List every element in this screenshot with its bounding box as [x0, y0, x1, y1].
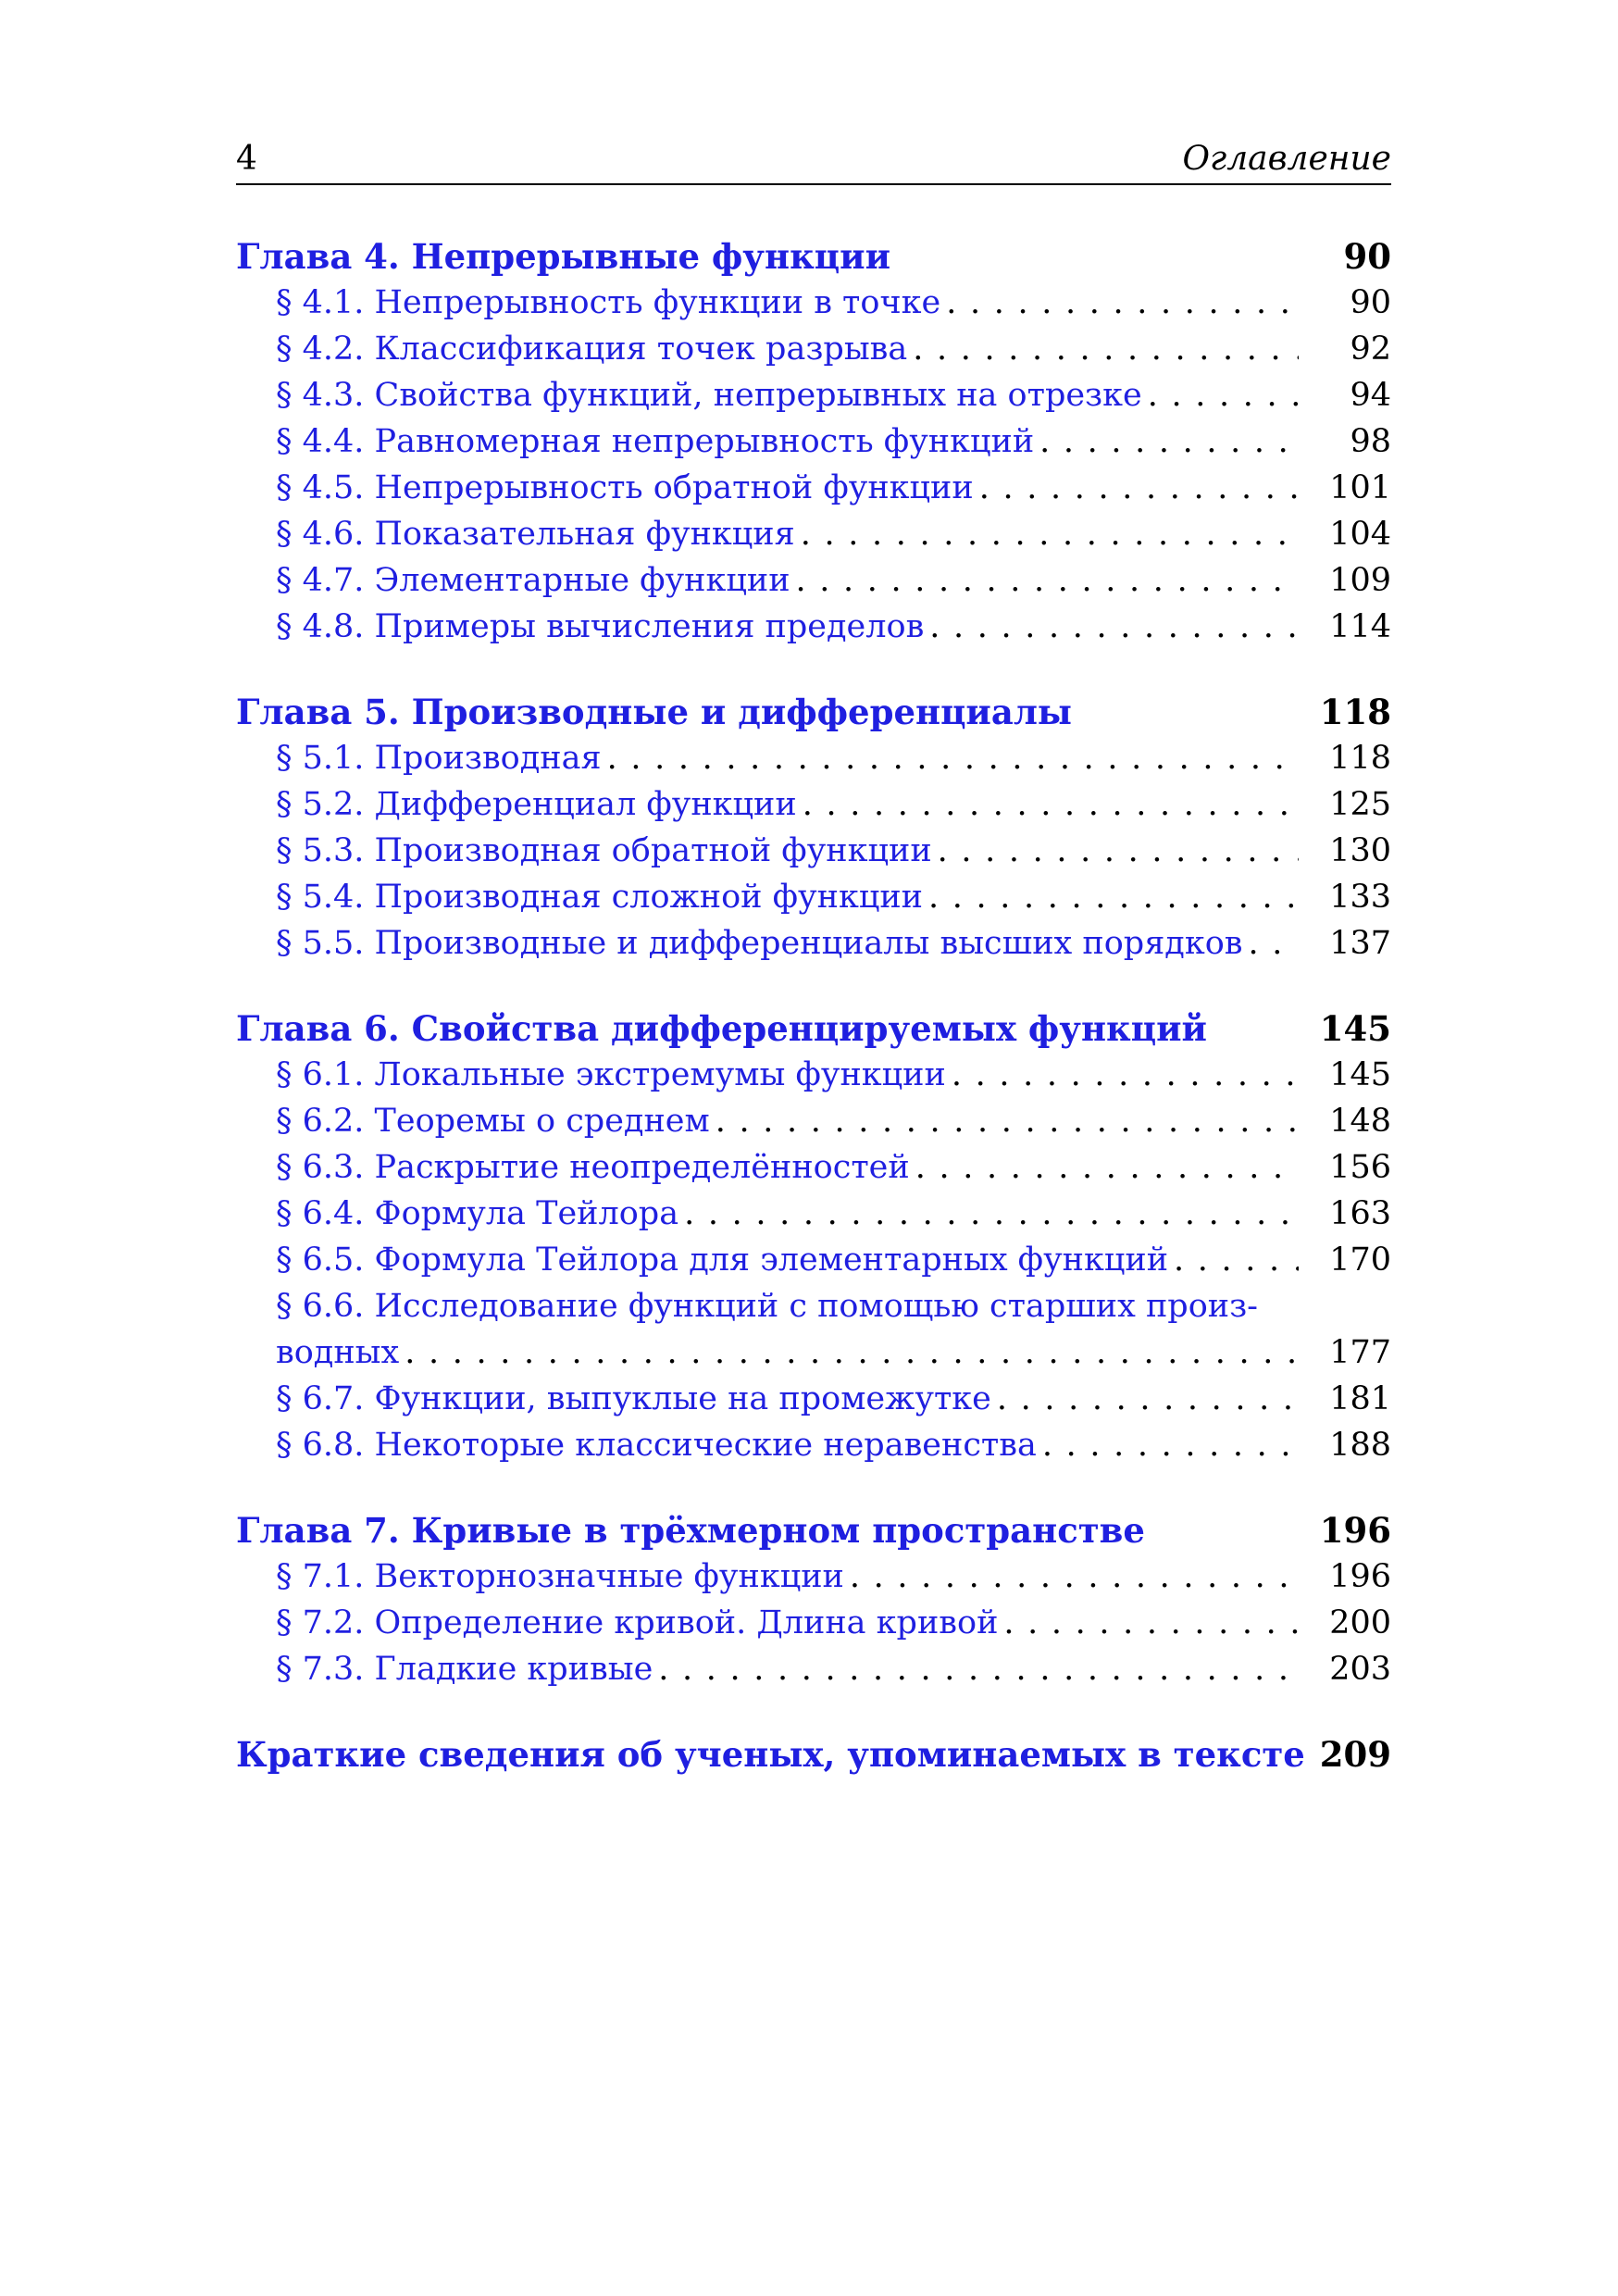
chapter-page-number: 145 [1319, 1008, 1391, 1049]
chapter-page-number: 118 [1319, 692, 1391, 732]
section-link[interactable]: § 7.2. Определение кривой. Длина кривой [276, 1604, 999, 1641]
section-page-number: 163 [1329, 1195, 1391, 1232]
section-page-number: 104 [1329, 516, 1391, 553]
toc-entry[interactable] [236, 781, 1391, 828]
chapter-heading[interactable] [236, 1507, 1391, 1554]
dot-leader [716, 1098, 1299, 1144]
toc-entry[interactable] [236, 1554, 1391, 1600]
section-link[interactable]: § 5.4. Производная сложной функции [276, 879, 923, 916]
section-page-number: 137 [1329, 925, 1391, 962]
toc-entry[interactable] [236, 280, 1391, 326]
toc-entry[interactable] [236, 372, 1391, 418]
section-link[interactable]: § 5.1. Производная [276, 740, 602, 777]
appendix [236, 1731, 1391, 1778]
section-page-number: 203 [1329, 1651, 1391, 1688]
chapter-title-link[interactable]: Глава 6. Свойства дифференцируемых функций [236, 1008, 1207, 1049]
toc-entry[interactable] [236, 511, 1391, 557]
section-link[interactable]: § 6.1. Локальные экстремумы функции [276, 1056, 946, 1093]
page-number: 4 [236, 140, 257, 178]
running-title: Оглавление [1182, 140, 1391, 178]
toc-entry[interactable] [236, 465, 1391, 511]
section-page-number: 92 [1350, 331, 1391, 368]
dot-leader [684, 1191, 1299, 1237]
section-link[interactable]: § 6.7. Функции, выпуклые на промежутке [276, 1380, 991, 1417]
section-link[interactable]: § 4.4. Равномерная непрерывность функций [276, 423, 1035, 460]
toc-entry[interactable] [236, 1237, 1391, 1283]
section-page-number: 101 [1329, 469, 1391, 506]
section-link[interactable]: § 4.2. Классификация точек разрыва [276, 331, 908, 368]
toc-entry[interactable] [236, 326, 1391, 372]
section-page-number: 114 [1329, 608, 1391, 645]
section-page-number: 118 [1329, 740, 1391, 777]
chapter-7 [236, 1507, 1391, 1692]
section-page-number: 109 [1329, 562, 1391, 599]
section-link[interactable]: § 4.1. Непрерывность функции в точке [276, 284, 941, 321]
chapter-heading[interactable] [236, 1005, 1391, 1052]
section-link[interactable]: § 5.5. Производные и дифференциалы высших порядков [276, 925, 1243, 962]
section-link-continuation[interactable]: водных [276, 1334, 400, 1371]
dot-leader [1148, 372, 1299, 418]
section-link[interactable]: § 4.6. Показательная функция [276, 516, 795, 553]
section-page-number: 94 [1350, 377, 1391, 414]
chapter-5 [236, 689, 1391, 967]
dot-leader [801, 511, 1299, 557]
chapter-title-link[interactable]: Глава 4. Непрерывные функции [236, 236, 891, 277]
toc-entry[interactable] [236, 1646, 1391, 1692]
chapter-6 [236, 1005, 1391, 1468]
section-page-number: 133 [1329, 879, 1391, 916]
section-page-number: 170 [1329, 1242, 1391, 1279]
section-page-number: 200 [1329, 1604, 1391, 1641]
page [236, 139, 1391, 1816]
running-head [236, 139, 1391, 185]
dot-leader [1003, 1600, 1299, 1646]
dot-leader [796, 557, 1299, 604]
section-link[interactable]: § 7.3. Гладкие кривые [276, 1651, 653, 1688]
dot-leader [946, 280, 1299, 326]
toc-entry[interactable] [236, 557, 1391, 604]
dot-leader [938, 828, 1299, 874]
dot-leader [1174, 1237, 1299, 1283]
section-page-number: 148 [1329, 1103, 1391, 1140]
appendix-page-number: 209 [1319, 1734, 1391, 1775]
dot-leader [1039, 418, 1299, 465]
toc-entry[interactable] [236, 735, 1391, 781]
dot-leader [1042, 1422, 1299, 1468]
chapter-page-number: 90 [1343, 236, 1391, 277]
dot-leader [979, 465, 1299, 511]
section-link[interactable]: § 4.3. Свойства функций, непрерывных на отрезке [276, 377, 1142, 414]
toc-entry[interactable] [236, 874, 1391, 920]
section-link[interactable]: § 6.6. Исследование функций с помощью старших произ- [276, 1288, 1259, 1325]
toc-entry[interactable] [236, 1144, 1391, 1191]
section-page-number: 156 [1329, 1149, 1391, 1186]
toc-entry[interactable] [236, 828, 1391, 874]
section-page-number: 125 [1329, 786, 1391, 823]
section-page-number: 90 [1350, 284, 1391, 321]
dot-leader [952, 1052, 1299, 1098]
section-link[interactable]: § 5.2. Дифференциал функции [276, 786, 797, 823]
appendix-title-link[interactable]: Краткие сведения об ученых, упоминаемых в тексте [236, 1734, 1305, 1775]
section-link[interactable]: § 6.5. Формула Тейлора для элементарных функций [276, 1242, 1169, 1279]
section-link[interactable]: § 4.7. Элементарные функции [276, 562, 790, 599]
section-page-number: 188 [1329, 1427, 1391, 1464]
chapter-heading[interactable] [236, 233, 1391, 280]
toc-entry[interactable] [236, 1422, 1391, 1468]
toc-entry[interactable] [236, 1052, 1391, 1098]
dot-leader [803, 781, 1299, 828]
section-link[interactable]: § 7.1. Векторнозначные функции [276, 1558, 844, 1595]
dot-leader [913, 326, 1299, 372]
toc-entry[interactable] [236, 1600, 1391, 1646]
section-link[interactable]: § 6.3. Раскрытие неопределённостей [276, 1149, 910, 1186]
section-page-number: 145 [1329, 1056, 1391, 1093]
chapter-4 [236, 233, 1391, 650]
section-page-number: 196 [1329, 1558, 1391, 1595]
chapter-page-number: 196 [1319, 1510, 1391, 1551]
section-link[interactable]: § 6.8. Некоторые классические неравенства [276, 1427, 1037, 1464]
toc-entry[interactable] [236, 920, 1391, 967]
dot-leader [997, 1376, 1299, 1422]
dot-leader [658, 1646, 1299, 1692]
dot-leader [850, 1554, 1299, 1600]
dot-leader [404, 1329, 1299, 1376]
toc-entry-continuation[interactable] [276, 1329, 1391, 1376]
section-link[interactable]: § 4.5. Непрерывность обратной функции [276, 469, 974, 506]
dot-leader [915, 1144, 1299, 1191]
dot-leader [607, 735, 1299, 781]
section-page-number: 177 [1329, 1334, 1391, 1371]
section-link[interactable]: § 4.8. Примеры вычисления пределов [276, 608, 925, 645]
appendix-heading[interactable] [236, 1731, 1391, 1778]
dot-leader [1248, 920, 1299, 967]
toc-entry[interactable] [236, 1283, 1391, 1376]
toc-entry[interactable] [236, 418, 1391, 465]
section-page-number: 181 [1329, 1380, 1391, 1417]
section-page-number: 98 [1350, 423, 1391, 460]
section-link[interactable]: § 5.3. Производная обратной функции [276, 832, 932, 869]
dot-leader [928, 874, 1299, 920]
toc-entry[interactable] [236, 1098, 1391, 1144]
section-page-number: 130 [1329, 832, 1391, 869]
toc-entry[interactable] [236, 1376, 1391, 1422]
toc-entry[interactable] [236, 604, 1391, 650]
section-link[interactable]: § 6.2. Теоремы о среднем [276, 1103, 710, 1140]
chapter-heading[interactable] [236, 689, 1391, 735]
chapter-title-link[interactable]: Глава 5. Производные и дифференциалы [236, 692, 1072, 732]
chapter-title-link[interactable]: Глава 7. Кривые в трёхмерном пространстве [236, 1510, 1145, 1551]
dot-leader [929, 604, 1299, 650]
table-of-contents [236, 233, 1391, 1778]
section-link[interactable]: § 6.4. Формула Тейлора [276, 1195, 679, 1232]
toc-entry[interactable] [236, 1191, 1391, 1237]
